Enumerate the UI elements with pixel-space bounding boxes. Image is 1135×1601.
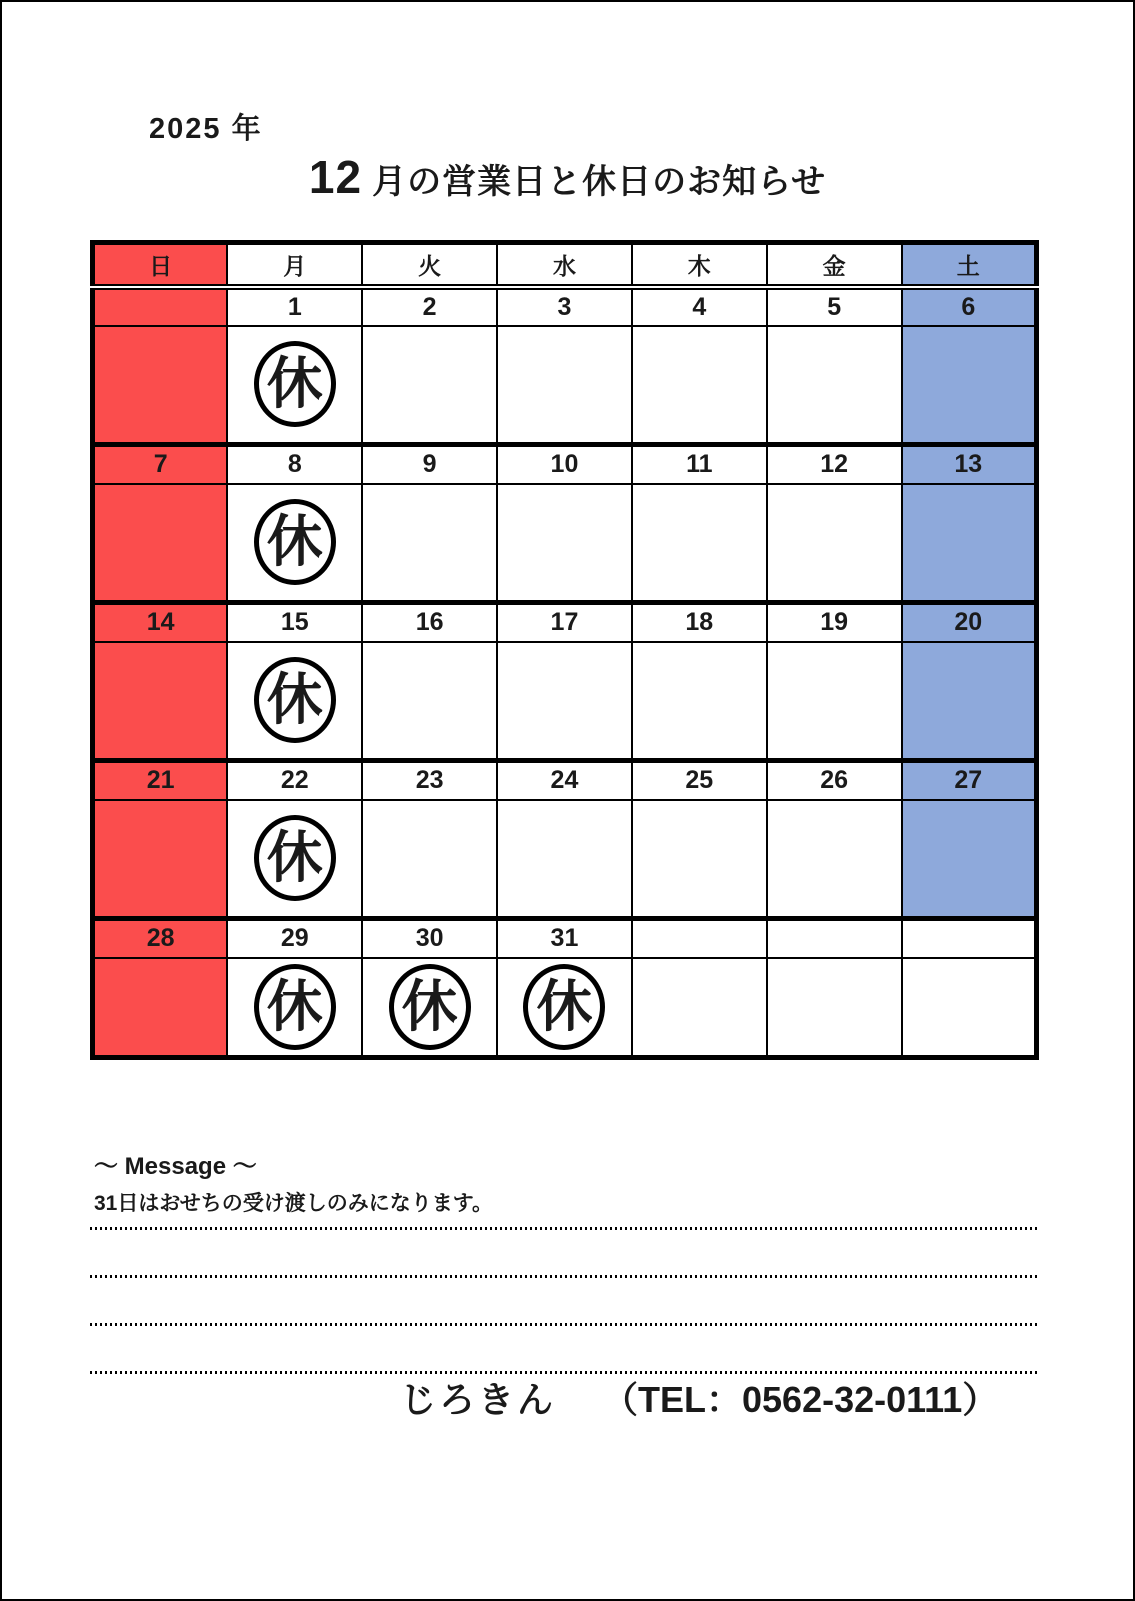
date-cell-15: 15: [227, 603, 362, 642]
date-cell-9: 9: [362, 445, 497, 484]
day-cell-5: [767, 326, 902, 445]
week-4-content-row: [93, 800, 1037, 919]
year-label: 2025 年: [149, 113, 263, 145]
weekday-header-row: [93, 243, 1037, 287]
date-cell-29: 29: [227, 919, 362, 958]
shop-name: じろきん: [400, 1379, 557, 1420]
day-cell-10: [497, 484, 632, 603]
page-title: [2, 150, 1133, 204]
date-cell-8: 8: [227, 445, 362, 484]
date-cell-28: 28: [93, 919, 228, 958]
date-cell-14: 14: [93, 603, 228, 642]
day-cell-9: [362, 484, 497, 603]
date-cell-3: 3: [497, 287, 632, 326]
date-cell-21: 21: [93, 761, 228, 800]
date-cell-empty: [93, 287, 228, 326]
day-cell-20: [902, 642, 1037, 761]
day-cell-6: [902, 326, 1037, 445]
day-cell-31: [497, 958, 632, 1058]
weekday-header-木: 木: [632, 243, 767, 287]
closed-day-mark: 休: [254, 964, 336, 1050]
footer-tel: （TEL：0562-32-0111）: [602, 1379, 999, 1420]
day-cell-13: [902, 484, 1037, 603]
closed-day-mark: 休: [254, 657, 336, 743]
day-cell-empty: [767, 958, 902, 1058]
week-2-date-row: [93, 445, 1037, 484]
date-cell-31: 31: [497, 919, 632, 958]
date-cell-12: 12: [767, 445, 902, 484]
date-cell-17: 17: [497, 603, 632, 642]
ruled-line: [90, 1227, 1039, 1230]
date-cell-26: 26: [767, 761, 902, 800]
day-cell-29: [227, 958, 362, 1058]
weekday-header-水: 水: [497, 243, 632, 287]
week-3-date-row: [93, 603, 1037, 642]
day-cell-4: [632, 326, 767, 445]
date-cell-22: 22: [227, 761, 362, 800]
day-cell-28: [93, 958, 228, 1058]
weekday-header-火: 火: [362, 243, 497, 287]
day-cell-15: [227, 642, 362, 761]
closed-day-mark: 休: [254, 341, 336, 427]
day-cell-25: [632, 800, 767, 919]
message-body: 31日はおせちの受け渡しのみになります。: [94, 1192, 494, 1215]
day-cell-empty: [902, 958, 1037, 1058]
date-cell-11: 11: [632, 445, 767, 484]
date-cell-empty: [902, 919, 1037, 958]
date-cell-5: 5: [767, 287, 902, 326]
day-cell-21: [93, 800, 228, 919]
day-cell-27: [902, 800, 1037, 919]
closed-day-mark: 休: [254, 499, 336, 585]
date-cell-1: 1: [227, 287, 362, 326]
week-1-date-row: [93, 287, 1037, 326]
day-cell-8: [227, 484, 362, 603]
day-cell-22: [227, 800, 362, 919]
day-cell-11: [632, 484, 767, 603]
day-cell-2: [362, 326, 497, 445]
week-4-date-row: [93, 761, 1037, 800]
date-cell-24: 24: [497, 761, 632, 800]
week-1-content-row: [93, 326, 1037, 445]
day-cell-17: [497, 642, 632, 761]
day-cell-1: [227, 326, 362, 445]
week-5-content-row: [93, 958, 1037, 1058]
day-cell-3: [497, 326, 632, 445]
weekday-header-日: 日: [93, 243, 228, 287]
date-cell-13: 13: [902, 445, 1037, 484]
date-cell-20: 20: [902, 603, 1037, 642]
closed-day-mark: 休: [389, 964, 471, 1050]
day-cell-26: [767, 800, 902, 919]
date-cell-18: 18: [632, 603, 767, 642]
day-cell-12: [767, 484, 902, 603]
date-cell-10: 10: [497, 445, 632, 484]
title-text: 月の営業日と休日のお知らせ: [372, 163, 827, 201]
date-cell-25: 25: [632, 761, 767, 800]
day-cell-19: [767, 642, 902, 761]
weekday-header-土: 土: [902, 243, 1037, 287]
closed-day-mark: 休: [523, 964, 605, 1050]
date-cell-27: 27: [902, 761, 1037, 800]
date-cell-30: 30: [362, 919, 497, 958]
day-cell-30: [362, 958, 497, 1058]
date-cell-16: 16: [362, 603, 497, 642]
day-cell-empty: [93, 326, 228, 445]
message-heading: 〜 Message 〜: [94, 1153, 257, 1180]
day-cell-16: [362, 642, 497, 761]
date-cell-4: 4: [632, 287, 767, 326]
week-3-content-row: [93, 642, 1037, 761]
week-2-content-row: [93, 484, 1037, 603]
day-cell-24: [497, 800, 632, 919]
day-cell-18: [632, 642, 767, 761]
week-5-date-row: [93, 919, 1037, 958]
day-cell-7: [93, 484, 228, 603]
date-cell-19: 19: [767, 603, 902, 642]
date-cell-empty: [767, 919, 902, 958]
day-cell-empty: [632, 958, 767, 1058]
ruled-line: [90, 1275, 1039, 1278]
date-cell-23: 23: [362, 761, 497, 800]
weekday-header-月: 月: [227, 243, 362, 287]
date-cell-7: 7: [93, 445, 228, 484]
day-cell-14: [93, 642, 228, 761]
date-cell-empty: [632, 919, 767, 958]
title-month-number: 12: [308, 151, 363, 203]
weekday-header-金: 金: [767, 243, 902, 287]
closed-day-mark: 休: [254, 815, 336, 901]
footer: [400, 1372, 998, 1423]
date-cell-2: 2: [362, 287, 497, 326]
ruled-line: [90, 1323, 1039, 1326]
calendar-table: [90, 240, 1039, 1060]
date-cell-6: 6: [902, 287, 1037, 326]
day-cell-23: [362, 800, 497, 919]
